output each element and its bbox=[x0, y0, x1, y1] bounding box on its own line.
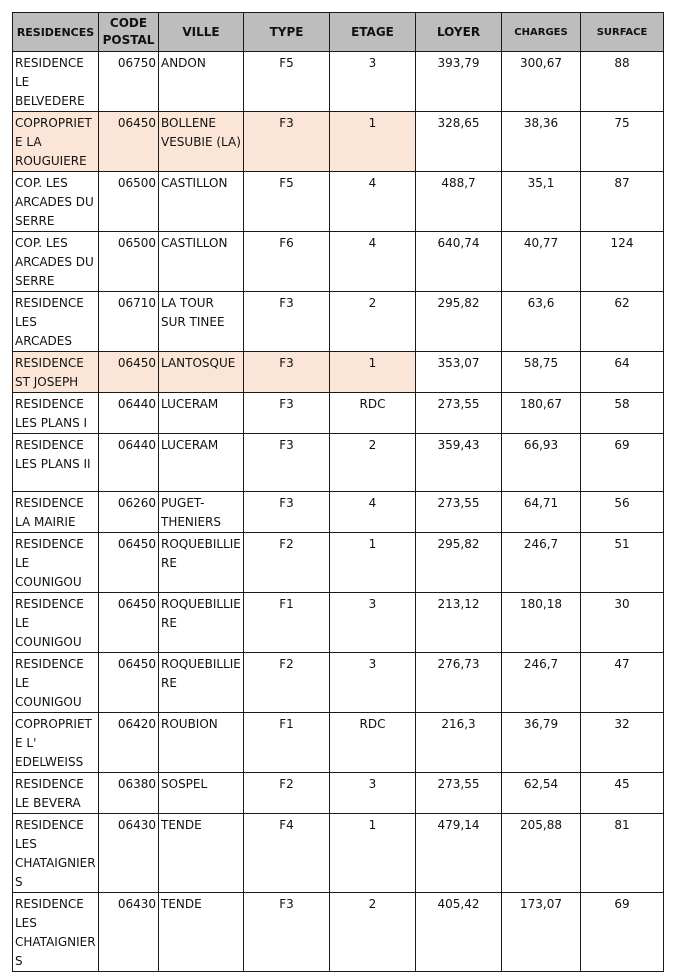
cell-residence: RESIDENCE LES PLANS II bbox=[13, 434, 99, 492]
cell-ville: PUGET-THENIERS bbox=[159, 492, 244, 533]
cell-type: F2 bbox=[244, 653, 330, 713]
cell-ville: ROQUEBILLIERE bbox=[159, 653, 244, 713]
cell-charges: 300,67 bbox=[502, 52, 581, 112]
cell-etage: RDC bbox=[330, 393, 416, 434]
cell-surface: 87 bbox=[581, 172, 664, 232]
cell-ville: SOSPEL bbox=[159, 773, 244, 814]
cell-charges: 173,07 bbox=[502, 893, 581, 972]
cell-charges: 63,6 bbox=[502, 292, 581, 352]
cell-code-postal: 06750 bbox=[99, 52, 159, 112]
header-charges: CHARGES bbox=[502, 13, 581, 52]
cell-type: F1 bbox=[244, 713, 330, 773]
cell-type: F2 bbox=[244, 533, 330, 593]
cell-type: F3 bbox=[244, 292, 330, 352]
cell-charges: 246,7 bbox=[502, 653, 581, 713]
cell-code-postal: 06450 bbox=[99, 653, 159, 713]
header-row bbox=[13, 13, 664, 52]
cell-charges: 38,36 bbox=[502, 112, 581, 172]
cell-ville: TENDE bbox=[159, 893, 244, 972]
cell-charges: 246,7 bbox=[502, 533, 581, 593]
cell-etage: 2 bbox=[330, 292, 416, 352]
table-body bbox=[13, 52, 664, 972]
cell-residence: RESIDENCE LES CHATAIGNIERS bbox=[13, 814, 99, 893]
cell-loyer: 273,55 bbox=[416, 393, 502, 434]
table-row bbox=[13, 773, 664, 814]
cell-residence: RESIDENCE LES ARCADES bbox=[13, 292, 99, 352]
cell-surface: 81 bbox=[581, 814, 664, 893]
cell-surface: 47 bbox=[581, 653, 664, 713]
cell-code-postal: 06420 bbox=[99, 713, 159, 773]
cell-code-postal: 06380 bbox=[99, 773, 159, 814]
cell-code-postal: 06260 bbox=[99, 492, 159, 533]
table-row bbox=[13, 653, 664, 713]
cell-etage: 3 bbox=[330, 773, 416, 814]
cell-residence: RESIDENCE LA MAIRIE bbox=[13, 492, 99, 533]
cell-residence: COPROPRIETE L' EDELWEISS bbox=[13, 713, 99, 773]
cell-residence: RESIDENCE LES PLANS I bbox=[13, 393, 99, 434]
table-row bbox=[13, 292, 664, 352]
cell-ville: ROQUEBILLIERE bbox=[159, 593, 244, 653]
cell-code-postal: 06450 bbox=[99, 352, 159, 393]
cell-surface: 75 bbox=[581, 112, 664, 172]
cell-type: F5 bbox=[244, 52, 330, 112]
cell-loyer: 479,14 bbox=[416, 814, 502, 893]
cell-residence: COP. LES ARCADES DU SERRE bbox=[13, 172, 99, 232]
cell-code-postal: 06710 bbox=[99, 292, 159, 352]
cell-etage: 1 bbox=[330, 112, 416, 172]
header-loyer: LOYER bbox=[416, 13, 502, 52]
cell-code-postal: 06500 bbox=[99, 232, 159, 292]
cell-charges: 35,1 bbox=[502, 172, 581, 232]
cell-etage: 2 bbox=[330, 434, 416, 492]
cell-type: F6 bbox=[244, 232, 330, 292]
cell-charges: 36,79 bbox=[502, 713, 581, 773]
cell-type: F3 bbox=[244, 434, 330, 492]
cell-charges: 58,75 bbox=[502, 352, 581, 393]
cell-loyer: 393,79 bbox=[416, 52, 502, 112]
cell-code-postal: 06440 bbox=[99, 393, 159, 434]
cell-surface: 56 bbox=[581, 492, 664, 533]
cell-loyer: 328,65 bbox=[416, 112, 502, 172]
cell-loyer: 405,42 bbox=[416, 893, 502, 972]
table-row bbox=[13, 593, 664, 653]
cell-etage: 1 bbox=[330, 352, 416, 393]
cell-charges: 66,93 bbox=[502, 434, 581, 492]
cell-surface: 69 bbox=[581, 434, 664, 492]
cell-loyer: 216,3 bbox=[416, 713, 502, 773]
cell-code-postal: 06500 bbox=[99, 172, 159, 232]
cell-type: F1 bbox=[244, 593, 330, 653]
cell-surface: 124 bbox=[581, 232, 664, 292]
cell-residence: RESIDENCE LE COUNIGOU bbox=[13, 533, 99, 593]
cell-loyer: 359,43 bbox=[416, 434, 502, 492]
cell-code-postal: 06450 bbox=[99, 593, 159, 653]
cell-surface: 88 bbox=[581, 52, 664, 112]
cell-loyer: 273,55 bbox=[416, 492, 502, 533]
cell-etage: 4 bbox=[330, 172, 416, 232]
cell-charges: 62,54 bbox=[502, 773, 581, 814]
cell-ville: LUCERAM bbox=[159, 393, 244, 434]
cell-surface: 58 bbox=[581, 393, 664, 434]
cell-residence: COPROPRIETE LA ROUGUIERE bbox=[13, 112, 99, 172]
cell-loyer: 276,73 bbox=[416, 653, 502, 713]
table-row bbox=[13, 893, 664, 972]
cell-residence: RESIDENCE LE COUNIGOU bbox=[13, 593, 99, 653]
cell-etage: RDC bbox=[330, 713, 416, 773]
cell-residence: COP. LES ARCADES DU SERRE bbox=[13, 232, 99, 292]
cell-type: F3 bbox=[244, 492, 330, 533]
cell-type: F3 bbox=[244, 352, 330, 393]
table-row bbox=[13, 393, 664, 434]
cell-surface: 32 bbox=[581, 713, 664, 773]
cell-type: F3 bbox=[244, 393, 330, 434]
cell-etage: 3 bbox=[330, 593, 416, 653]
cell-type: F3 bbox=[244, 893, 330, 972]
cell-etage: 2 bbox=[330, 893, 416, 972]
cell-surface: 62 bbox=[581, 292, 664, 352]
cell-surface: 64 bbox=[581, 352, 664, 393]
cell-residence: RESIDENCE LES CHATAIGNIERS bbox=[13, 893, 99, 972]
cell-type: F3 bbox=[244, 112, 330, 172]
cell-loyer: 213,12 bbox=[416, 593, 502, 653]
cell-surface: 30 bbox=[581, 593, 664, 653]
cell-loyer: 273,55 bbox=[416, 773, 502, 814]
header-code-postal: CODE POSTAL bbox=[99, 13, 159, 52]
cell-residence: RESIDENCE LE BELVEDERE bbox=[13, 52, 99, 112]
cell-code-postal: 06430 bbox=[99, 814, 159, 893]
cell-code-postal: 06440 bbox=[99, 434, 159, 492]
table-row bbox=[13, 814, 664, 893]
cell-etage: 3 bbox=[330, 52, 416, 112]
cell-ville: LA TOUR SUR TINEE bbox=[159, 292, 244, 352]
cell-loyer: 295,82 bbox=[416, 533, 502, 593]
table-row bbox=[13, 352, 664, 393]
cell-charges: 40,77 bbox=[502, 232, 581, 292]
cell-type: F4 bbox=[244, 814, 330, 893]
cell-ville: LUCERAM bbox=[159, 434, 244, 492]
table-row bbox=[13, 713, 664, 773]
cell-code-postal: 06450 bbox=[99, 112, 159, 172]
header-surface: SURFACE bbox=[581, 13, 664, 52]
cell-etage: 4 bbox=[330, 232, 416, 292]
cell-loyer: 640,74 bbox=[416, 232, 502, 292]
cell-code-postal: 06430 bbox=[99, 893, 159, 972]
table-row bbox=[13, 172, 664, 232]
cell-etage: 3 bbox=[330, 653, 416, 713]
table-row bbox=[13, 52, 664, 112]
cell-residence: RESIDENCE ST JOSEPH bbox=[13, 352, 99, 393]
table-row bbox=[13, 112, 664, 172]
table-row bbox=[13, 533, 664, 593]
cell-ville: BOLLENE VESUBIE (LA) bbox=[159, 112, 244, 172]
cell-ville: ANDON bbox=[159, 52, 244, 112]
cell-ville: ROQUEBILLIERE bbox=[159, 533, 244, 593]
cell-ville: LANTOSQUE bbox=[159, 352, 244, 393]
cell-loyer: 295,82 bbox=[416, 292, 502, 352]
cell-ville: CASTILLON bbox=[159, 172, 244, 232]
cell-type: F5 bbox=[244, 172, 330, 232]
cell-surface: 45 bbox=[581, 773, 664, 814]
header-residences: RESIDENCES bbox=[13, 13, 99, 52]
header-etage: ETAGE bbox=[330, 13, 416, 52]
cell-residence: RESIDENCE LE BEVERA bbox=[13, 773, 99, 814]
cell-residence: RESIDENCE LE COUNIGOU bbox=[13, 653, 99, 713]
table-row bbox=[13, 434, 664, 492]
cell-etage: 1 bbox=[330, 814, 416, 893]
table-row bbox=[13, 492, 664, 533]
residences-table bbox=[12, 12, 664, 972]
table-row bbox=[13, 232, 664, 292]
cell-charges: 180,67 bbox=[502, 393, 581, 434]
header-ville: VILLE bbox=[159, 13, 244, 52]
cell-ville: TENDE bbox=[159, 814, 244, 893]
cell-surface: 51 bbox=[581, 533, 664, 593]
cell-loyer: 488,7 bbox=[416, 172, 502, 232]
cell-charges: 180,18 bbox=[502, 593, 581, 653]
cell-code-postal: 06450 bbox=[99, 533, 159, 593]
cell-type: F2 bbox=[244, 773, 330, 814]
cell-ville: CASTILLON bbox=[159, 232, 244, 292]
header-type: TYPE bbox=[244, 13, 330, 52]
cell-charges: 205,88 bbox=[502, 814, 581, 893]
cell-etage: 1 bbox=[330, 533, 416, 593]
cell-charges: 64,71 bbox=[502, 492, 581, 533]
cell-surface: 69 bbox=[581, 893, 664, 972]
cell-etage: 4 bbox=[330, 492, 416, 533]
cell-ville: ROUBION bbox=[159, 713, 244, 773]
cell-loyer: 353,07 bbox=[416, 352, 502, 393]
